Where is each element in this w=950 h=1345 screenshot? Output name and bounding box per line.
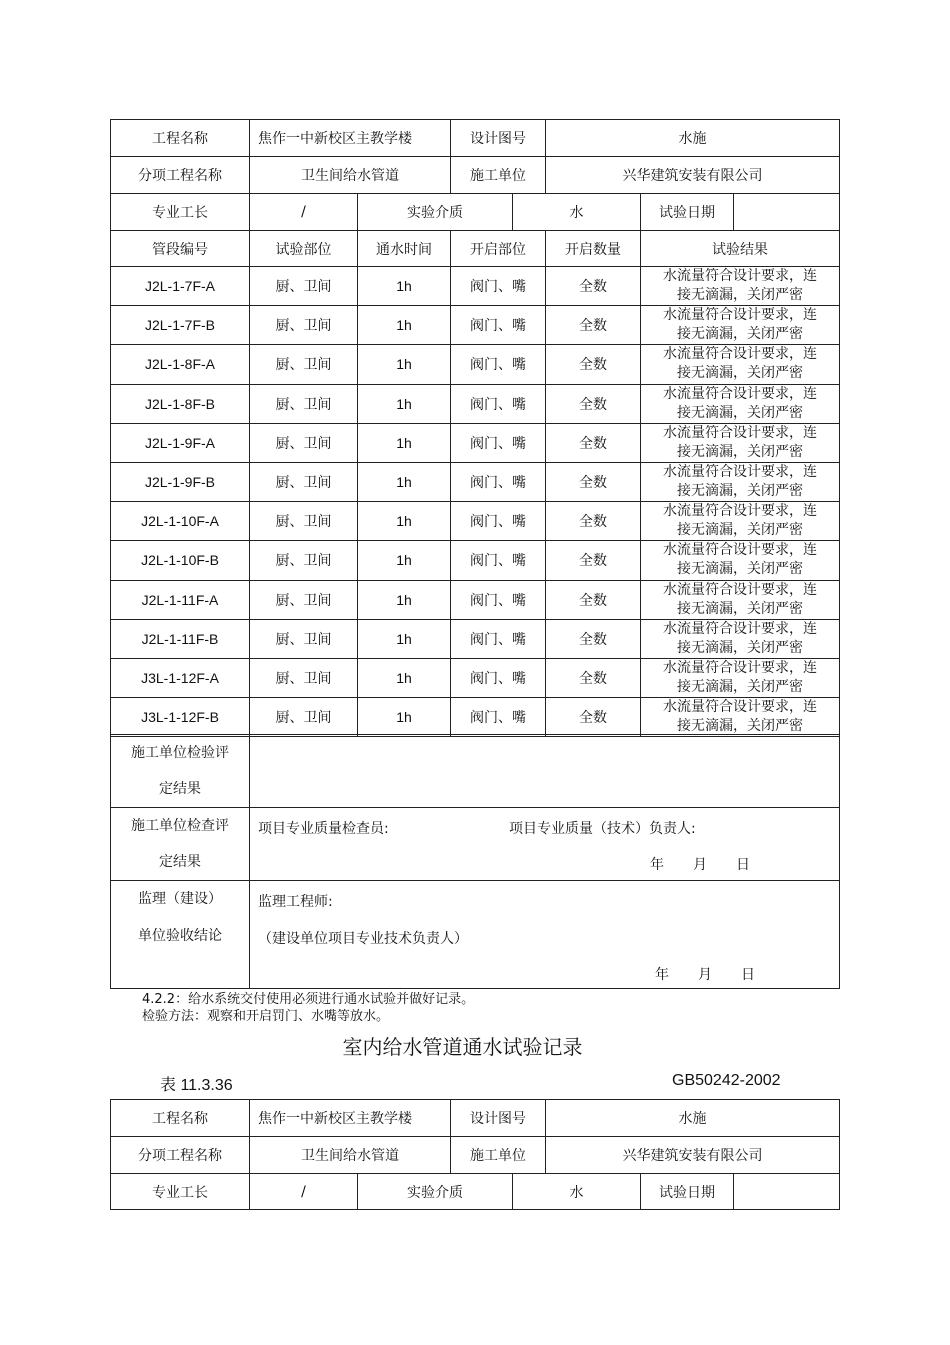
test-result-line2: 接无滴漏，关闭严密 xyxy=(677,678,803,695)
table-row xyxy=(111,345,840,384)
table-row xyxy=(111,658,840,697)
open-part: 阀门、嘴 xyxy=(451,658,546,697)
col-header-result: 试验结果 xyxy=(641,231,840,267)
test-date-label: 试验日期 xyxy=(641,194,734,231)
test-result-line2: 接无滴漏，关闭严密 xyxy=(677,443,803,460)
test-result-line1: 水流量符合设计要求，连 xyxy=(663,542,817,559)
eval1-label-line2: 定结果 xyxy=(159,781,201,797)
water-time: 1h xyxy=(358,502,451,541)
standard-code: GB50242-2002 xyxy=(672,1072,781,1089)
supervision-year: 年 xyxy=(655,967,669,983)
segment-id: J2L-1-10F-B xyxy=(111,541,250,580)
drawing-no-label: 设计图号 xyxy=(451,120,546,157)
supervision-content xyxy=(250,881,840,989)
test-result-line1: 水流量符合设计要求，连 xyxy=(663,659,817,676)
test-result xyxy=(641,619,840,658)
note-clause: 4.2.2：给水系统交付使用必须进行通水试验并做好记录。 xyxy=(142,992,475,1007)
test-result xyxy=(641,267,840,306)
test-result-line1: 水流量符合设计要求，连 xyxy=(663,699,817,716)
drawing-no: 水施 xyxy=(546,120,840,157)
owner-technical-lead-label: （建设单位项目专业技术负责人） xyxy=(258,931,468,947)
table-row xyxy=(111,541,840,580)
water-time: 1h xyxy=(358,541,451,580)
eval1-row xyxy=(111,735,840,808)
water-time: 1h xyxy=(358,267,451,306)
open-qty: 全数 xyxy=(546,580,641,619)
segment-id: J2L-1-9F-B xyxy=(111,462,250,501)
test-result-line1: 水流量符合设计要求，连 xyxy=(663,581,817,598)
test-result-line1: 水流量符合设计要求，连 xyxy=(663,620,817,637)
water-time: 1h xyxy=(358,619,451,658)
open-qty: 全数 xyxy=(546,541,641,580)
table-row xyxy=(111,306,840,345)
test-result xyxy=(641,698,840,737)
eval2-month: 月 xyxy=(693,857,707,873)
table-row xyxy=(111,462,840,501)
test-result-line1: 水流量符合设计要求，连 xyxy=(663,424,817,441)
supervision-month: 月 xyxy=(698,967,712,983)
test-result-line1: 水流量符合设计要求，连 xyxy=(663,268,817,285)
open-qty: 全数 xyxy=(546,423,641,462)
next-project-name-label: 工程名称 xyxy=(111,1100,250,1137)
table-row xyxy=(111,698,840,737)
row-project xyxy=(111,120,840,157)
next-row-foreman xyxy=(111,1174,840,1210)
supervision-label xyxy=(111,881,250,989)
open-part: 阀门、嘴 xyxy=(451,541,546,580)
supervision-label-line2: 单位验收结论 xyxy=(138,928,222,944)
water-time: 1h xyxy=(358,345,451,384)
col-header-part: 试验部位 xyxy=(250,231,358,267)
test-result xyxy=(641,345,840,384)
quality-inspector-label: 项目专业质量检查员: xyxy=(258,821,389,837)
test-part: 厨、卫间 xyxy=(250,698,358,737)
water-time: 1h xyxy=(358,658,451,697)
contractor: 兴华建筑安装有限公司 xyxy=(546,157,840,194)
eval1-label-line1: 施工单位检验评 xyxy=(131,745,229,761)
test-part: 厨、卫间 xyxy=(250,306,358,345)
test-result xyxy=(641,502,840,541)
test-part: 厨、卫间 xyxy=(250,462,358,501)
open-qty: 全数 xyxy=(546,502,641,541)
foreman-label: 专业工长 xyxy=(111,194,250,231)
supervising-engineer-label: 监理工程师: xyxy=(258,894,333,910)
test-result-line1: 水流量符合设计要求，连 xyxy=(663,385,817,402)
next-drawing-no: 水施 xyxy=(546,1100,840,1137)
test-result xyxy=(641,384,840,423)
open-qty: 全数 xyxy=(546,345,641,384)
test-result-line2: 接无滴漏，关闭严密 xyxy=(677,404,803,421)
test-result-line2: 接无滴漏，关闭严密 xyxy=(677,561,803,578)
water-time: 1h xyxy=(358,462,451,501)
test-result-line2: 接无滴漏，关闭严密 xyxy=(677,287,803,304)
supervision-row xyxy=(111,881,840,989)
next-project-name: 焦作一中新校区主教学楼 xyxy=(250,1100,451,1137)
next-foreman-label: 专业工长 xyxy=(111,1174,250,1210)
col-header-segment: 管段编号 xyxy=(111,231,250,267)
table-row xyxy=(111,423,840,462)
next-row-project xyxy=(111,1100,840,1137)
next-contractor-label: 施工单位 xyxy=(451,1137,546,1174)
open-qty: 全数 xyxy=(546,619,641,658)
water-time: 1h xyxy=(358,384,451,423)
open-part: 阀门、嘴 xyxy=(451,345,546,384)
next-row-subproject xyxy=(111,1137,840,1174)
next-sub-project: 卫生间给水管道 xyxy=(250,1137,451,1174)
open-qty: 全数 xyxy=(546,306,641,345)
next-sub-project-label: 分项工程名称 xyxy=(111,1137,250,1174)
water-time: 1h xyxy=(358,698,451,737)
open-qty: 全数 xyxy=(546,698,641,737)
test-part: 厨、卫间 xyxy=(250,502,358,541)
open-qty: 全数 xyxy=(546,462,641,501)
segment-id: J2L-1-10F-A xyxy=(111,502,250,541)
open-qty: 全数 xyxy=(546,384,641,423)
eval2-year: 年 xyxy=(650,857,664,873)
test-result xyxy=(641,580,840,619)
evaluation-table xyxy=(110,734,840,989)
table-row xyxy=(111,580,840,619)
test-part: 厨、卫间 xyxy=(250,345,358,384)
test-result-line2: 接无滴漏，关闭严密 xyxy=(677,326,803,343)
col-header-open-qty: 开启数量 xyxy=(546,231,641,267)
next-medium: 水 xyxy=(513,1174,641,1210)
open-part: 阀门、嘴 xyxy=(451,384,546,423)
eval1-content xyxy=(250,735,840,808)
next-contractor: 兴华建筑安装有限公司 xyxy=(546,1137,840,1174)
segment-id: J2L-1-7F-A xyxy=(111,267,250,306)
quality-manager-label: 项目专业质量（技术）负责人: xyxy=(509,821,696,837)
sub-project-label: 分项工程名称 xyxy=(111,157,250,194)
test-result-line1: 水流量符合设计要求，连 xyxy=(663,307,817,324)
test-part: 厨、卫间 xyxy=(250,541,358,580)
project-name: 焦作一中新校区主教学楼 xyxy=(250,120,451,157)
test-part: 厨、卫间 xyxy=(250,384,358,423)
next-test-date xyxy=(734,1174,840,1210)
table-number: 表 11.3.36 xyxy=(160,1077,233,1094)
open-part: 阀门、嘴 xyxy=(451,698,546,737)
table-row xyxy=(111,267,840,306)
supervision-label-line1: 监理（建设） xyxy=(138,891,222,907)
next-test-date-label: 试验日期 xyxy=(641,1174,734,1210)
open-qty: 全数 xyxy=(546,267,641,306)
row-foreman xyxy=(111,194,840,231)
test-result-line2: 接无滴漏，关闭严密 xyxy=(677,639,803,656)
test-result xyxy=(641,306,840,345)
foreman: / xyxy=(250,194,358,231)
test-result-line1: 水流量符合设计要求，连 xyxy=(663,346,817,363)
col-header-time: 通水时间 xyxy=(358,231,451,267)
segment-id: J2L-1-11F-B xyxy=(111,619,250,658)
test-result xyxy=(641,658,840,697)
next-form-table xyxy=(110,1099,840,1210)
supervision-day: 日 xyxy=(741,967,755,983)
segment-id: J2L-1-8F-A xyxy=(111,345,250,384)
segment-id: J2L-1-9F-A xyxy=(111,423,250,462)
test-result-line2: 接无滴漏，关闭严密 xyxy=(677,483,803,500)
segment-id: J2L-1-8F-B xyxy=(111,384,250,423)
next-medium-label: 实验介质 xyxy=(358,1174,513,1210)
test-result xyxy=(641,541,840,580)
open-part: 阀门、嘴 xyxy=(451,267,546,306)
eval1-label xyxy=(111,735,250,808)
test-result-line1: 水流量符合设计要求，连 xyxy=(663,464,817,481)
open-part: 阀门、嘴 xyxy=(451,462,546,501)
next-form-title: 室内给水管道通水试验记录 xyxy=(342,1035,583,1059)
open-part: 阀门、嘴 xyxy=(451,502,546,541)
contractor-label: 施工单位 xyxy=(451,157,546,194)
test-result-line2: 接无滴漏，关闭严密 xyxy=(677,600,803,617)
test-result-line1: 水流量符合设计要求，连 xyxy=(663,503,817,520)
project-name-label: 工程名称 xyxy=(111,120,250,157)
open-qty: 全数 xyxy=(546,658,641,697)
segment-id: J2L-1-7F-B xyxy=(111,306,250,345)
test-result-line2: 接无滴漏，关闭严密 xyxy=(677,718,803,735)
eval2-day: 日 xyxy=(736,857,750,873)
test-result-line2: 接无滴漏，关闭严密 xyxy=(677,365,803,382)
eval2-label xyxy=(111,808,250,881)
col-header-open-part: 开启部位 xyxy=(451,231,546,267)
table-row xyxy=(111,384,840,423)
segment-id: J3L-1-12F-A xyxy=(111,658,250,697)
test-date xyxy=(734,194,840,231)
water-time: 1h xyxy=(358,306,451,345)
test-result xyxy=(641,462,840,501)
segment-id: J2L-1-11F-A xyxy=(111,580,250,619)
eval2-content xyxy=(250,808,840,881)
medium-label: 实验介质 xyxy=(358,194,513,231)
test-result-line2: 接无滴漏，关闭严密 xyxy=(677,522,803,539)
eval2-label-line1: 施工单位检查评 xyxy=(131,818,229,834)
table-row xyxy=(111,502,840,541)
open-part: 阀门、嘴 xyxy=(451,580,546,619)
test-part: 厨、卫间 xyxy=(250,658,358,697)
segment-id: J3L-1-12F-B xyxy=(111,698,250,737)
sub-project: 卫生间给水管道 xyxy=(250,157,451,194)
open-part: 阀门、嘴 xyxy=(451,423,546,462)
open-part: 阀门、嘴 xyxy=(451,306,546,345)
test-part: 厨、卫间 xyxy=(250,267,358,306)
next-drawing-no-label: 设计图号 xyxy=(451,1100,546,1137)
test-part: 厨、卫间 xyxy=(250,619,358,658)
open-part: 阀门、嘴 xyxy=(451,619,546,658)
next-foreman: / xyxy=(250,1174,358,1210)
table-row xyxy=(111,619,840,658)
test-record-table xyxy=(110,119,840,737)
column-header-row xyxy=(111,231,840,267)
eval2-label-line2: 定结果 xyxy=(159,854,201,870)
test-part: 厨、卫间 xyxy=(250,423,358,462)
eval2-row xyxy=(111,808,840,881)
test-part: 厨、卫间 xyxy=(250,580,358,619)
note-method: 检验方法：观察和开启罚门、水嘴等放水。 xyxy=(142,1009,390,1024)
test-result xyxy=(641,423,840,462)
row-subproject xyxy=(111,157,840,194)
water-time: 1h xyxy=(358,423,451,462)
medium: 水 xyxy=(513,194,641,231)
water-time: 1h xyxy=(358,580,451,619)
